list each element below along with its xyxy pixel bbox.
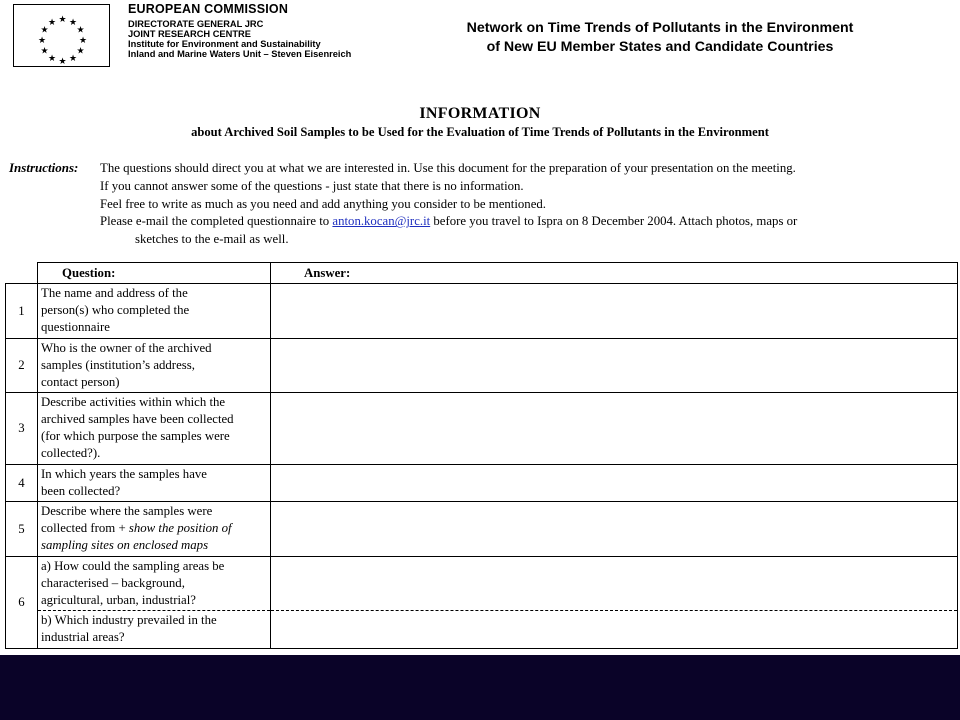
row-number: 3 <box>6 393 38 465</box>
answer-cell[interactable] <box>271 465 958 502</box>
question-line: sampling sites on enclosed maps <box>41 538 209 552</box>
instruction-line: The questions should direct you at what we are interested in. Use this document for the preparation of your presentation on the meeting. <box>100 161 796 175</box>
svg-text:★: ★ <box>68 18 78 28</box>
question-text: collected from + <box>41 521 129 535</box>
instruction-line: sketches to the e-mail as well. <box>135 232 289 247</box>
network-title <box>428 19 892 57</box>
table-row <box>6 502 958 557</box>
svg-text:★: ★ <box>47 18 57 28</box>
eu-logo <box>13 4 110 67</box>
answer-cell[interactable] <box>271 284 958 339</box>
svg-text:★: ★ <box>68 54 78 64</box>
question-line: Describe activities within which the <box>41 395 226 409</box>
info-title: INFORMATION <box>419 105 541 122</box>
question-cell <box>38 557 271 611</box>
question-line: person(s) who completed the <box>41 303 190 317</box>
svg-text:★: ★ <box>47 54 57 64</box>
table-row <box>6 611 958 649</box>
org-line: Institute for Environment and Sustainability <box>128 38 321 49</box>
info-subtitle: about Archived Soil Samples to be Used for the Evaluation of Time Trends of Pollutants in the Environment <box>191 125 769 139</box>
row-number: 1 <box>6 284 38 339</box>
email-link[interactable]: anton.kocan@jrc.it <box>332 214 431 229</box>
table-row <box>6 339 958 393</box>
row-number: 6 <box>6 557 38 649</box>
header-blank-cell <box>6 263 38 284</box>
svg-text:★: ★ <box>37 36 47 46</box>
instruction-line: If you cannot answer some of the questions - just state that there is no information. <box>100 178 524 193</box>
question-line: characterised – background, <box>41 576 185 590</box>
question-cell <box>38 339 271 393</box>
question-line: b) Which industry prevailed in the <box>41 613 217 627</box>
eu-flag-stars-icon <box>14 5 111 68</box>
question-line: The name and address of the <box>41 286 188 300</box>
svg-text:★: ★ <box>76 46 85 57</box>
question-line: questionnaire <box>41 320 110 334</box>
organisation-block <box>128 3 351 59</box>
instruction-text: before you travel to Ispra on 8 December 2004. Attach photos, maps or <box>430 214 798 229</box>
org-title: EUROPEAN COMMISSION <box>128 2 289 16</box>
questionnaire-table <box>5 262 958 649</box>
row-number: 2 <box>6 339 38 393</box>
svg-text:★: ★ <box>76 25 85 36</box>
row-number: 5 <box>6 502 38 557</box>
instruction-line <box>100 213 930 231</box>
network-title-line: of New EU Member States and Candidate Countries <box>486 39 834 55</box>
question-line: Describe where the samples were <box>41 504 213 518</box>
question-line: a) How could the sampling areas be <box>41 559 225 573</box>
network-title-line: Network on Time Trends of Pollutants in the Environment <box>466 20 854 36</box>
question-cell <box>38 611 271 649</box>
instructions-label: Instructions: <box>9 160 79 175</box>
instructions-text <box>100 160 930 249</box>
table-row <box>6 557 958 611</box>
instruction-line: Feel free to write as much as you need and add anything you consider to be mentioned. <box>100 196 546 211</box>
answer-cell[interactable] <box>271 611 958 649</box>
table-row <box>6 284 958 339</box>
table-header-row <box>6 263 958 284</box>
question-line: been collected? <box>41 484 121 498</box>
question-text-italic: show the position of <box>128 521 232 535</box>
question-line: contact person) <box>41 375 120 389</box>
answer-cell[interactable] <box>271 339 958 393</box>
question-line: archived samples have been collected <box>41 412 234 426</box>
org-line: DIRECTORATE GENERAL JRC <box>128 18 264 29</box>
question-cell <box>38 502 271 557</box>
svg-text:★: ★ <box>40 46 49 57</box>
instruction-text: Please e-mail the completed questionnaire to <box>100 214 333 229</box>
question-line: collected?). <box>41 446 101 460</box>
answer-header: Answer: <box>271 263 958 284</box>
question-line: In which years the samples have <box>41 467 207 481</box>
svg-text:★: ★ <box>58 15 67 25</box>
org-line: Inland and Marine Waters Unit – Steven Eisenreich <box>128 49 352 60</box>
question-cell <box>38 465 271 502</box>
table-row <box>6 393 958 465</box>
bottom-band <box>0 655 960 720</box>
question-cell <box>38 284 271 339</box>
question-line: samples (institution’s address, <box>41 358 195 372</box>
question-line: Who is the owner of the archived <box>41 341 212 355</box>
answer-cell[interactable] <box>271 393 958 465</box>
svg-text:★: ★ <box>58 57 67 67</box>
table-row <box>6 465 958 502</box>
svg-text:★: ★ <box>40 25 49 36</box>
question-line: (for which purpose the samples were <box>41 429 230 443</box>
question-line <box>41 520 267 537</box>
svg-text:★: ★ <box>78 36 88 46</box>
org-line: JOINT RESEARCH CENTRE <box>128 28 251 39</box>
answer-cell[interactable] <box>271 557 958 611</box>
answer-cell[interactable] <box>271 502 958 557</box>
question-header: Question: <box>38 263 271 284</box>
question-line: industrial areas? <box>41 630 125 644</box>
question-line: agricultural, urban, industrial? <box>41 593 196 607</box>
row-number: 4 <box>6 465 38 502</box>
question-cell <box>38 393 271 465</box>
